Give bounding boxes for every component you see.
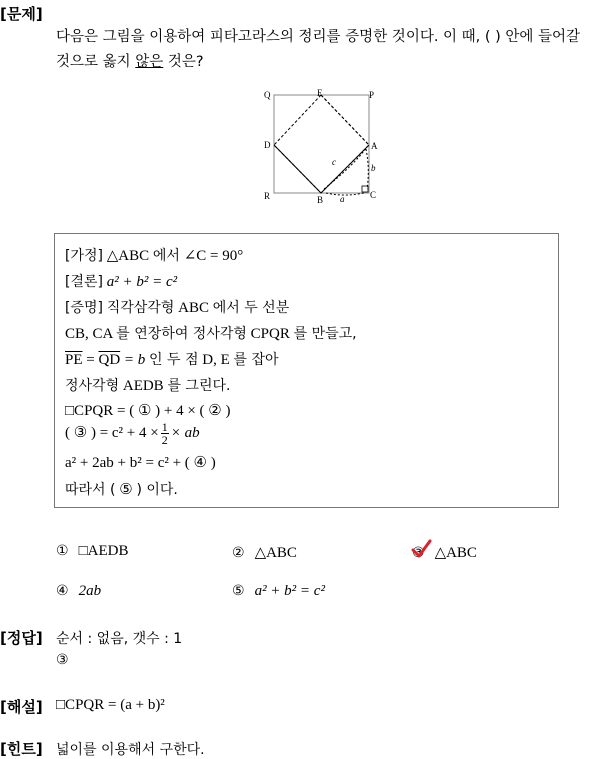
proof-line-4: CB, CA 를 연장하여 정사각형 CPQR 를 만들고,: [65, 326, 357, 342]
problem-label: [문제]: [0, 5, 43, 23]
explanation-text: □CPQR = (a + b)²: [56, 697, 165, 713]
label-c: C: [370, 190, 377, 200]
label-a: A: [371, 141, 378, 151]
label-r: R: [264, 191, 271, 201]
answer-line2: ③: [56, 652, 69, 668]
problem-text-line1: 다음은 그림을 이용하여 피타고라스의 정리를 증명한 것이다. 이 때, ( ) 안에 들어갈: [56, 29, 581, 45]
choice-5[interactable]: ⑤ a² + b² = c²: [232, 583, 325, 599]
label-side-c: c: [332, 157, 336, 167]
choice-4[interactable]: ④ 2ab: [56, 583, 102, 599]
proof-line-10: 따라서 ( ⑤ ) 이다.: [65, 482, 178, 498]
choice-1[interactable]: ① □AEDB: [56, 543, 129, 559]
hint-text: 넓이를 이용해서 구한다.: [56, 742, 205, 758]
label-b: B: [317, 195, 324, 205]
choice-2[interactable]: ② △ABC: [232, 545, 297, 561]
proof-line-3: [증명] 직각삼각형 ABC 에서 두 선분: [65, 300, 290, 316]
proof-line-2: [결론] a² + b² = c²: [65, 274, 178, 290]
square-cpqr: [274, 95, 369, 193]
label-side-a: a: [340, 194, 345, 204]
proof-line-7: □CPQR = ( ① ) + 4 × ( ② ): [65, 403, 231, 419]
label-d: D: [264, 140, 271, 150]
checkmark-icon: [410, 539, 432, 561]
proof-line-6: 정사각형 AEDB 를 그린다.: [65, 378, 231, 394]
choice-3[interactable]: ③ △ABC: [412, 543, 477, 562]
segment-ea: [321, 95, 369, 145]
label-p: P: [369, 90, 375, 100]
pythagoras-figure: [262, 85, 382, 205]
label-e: E: [317, 88, 323, 98]
answer-line1: 순서 : 없음, 갯수 : 1: [56, 631, 183, 647]
explanation-label: [해설]: [0, 698, 43, 716]
fraction-half: $\frac{1}{2}$: [161, 420, 168, 447]
answer-label: [정답]: [0, 629, 43, 647]
proof-line-8: ( ③ ) = c² + 4 × $\frac{1}{2}$ × ab: [65, 420, 200, 447]
underlined-word: 않은: [135, 54, 164, 70]
proof-line-1: [가정] △ABC 에서 ∠C = 90°: [65, 248, 244, 264]
proof-line-5: $\overline{PE} = \overline{QD} = b$ 인 두 점 D, E 를 잡아: [65, 352, 279, 368]
proof-box: [54, 233, 559, 508]
segment-db: [274, 145, 321, 193]
label-side-b: b: [371, 163, 376, 173]
proof-line-9: a² + 2ab + b² = c² + ( ④ ): [65, 455, 216, 471]
problem-text-line2: 것으로 옳지 않은 것은?: [56, 54, 204, 70]
hint-label: [힌트]: [0, 740, 43, 758]
label-q: Q: [264, 90, 271, 100]
square-aedb-top: [274, 95, 369, 193]
arc-b: [366, 149, 368, 189]
